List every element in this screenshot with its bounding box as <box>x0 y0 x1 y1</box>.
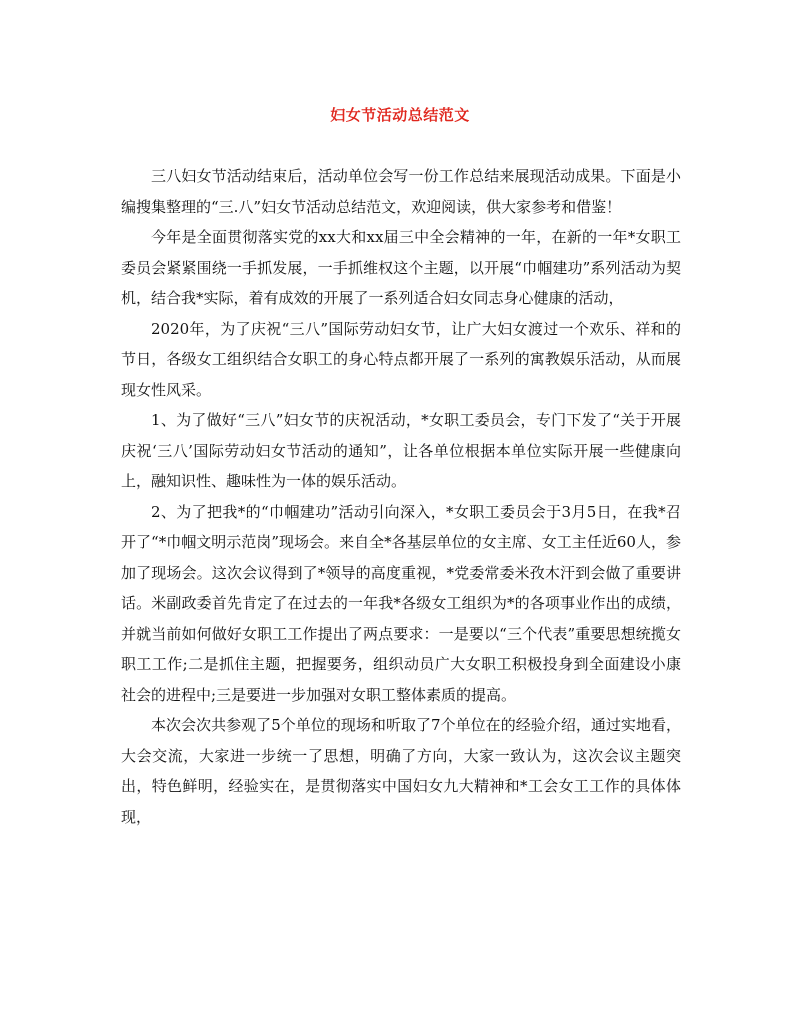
paragraph-item-2: 2、为了把我*的“巾帼建功”活动引向深入，*女职工委员会于3月5日，在我*召开了“*巾帼文明示范岗”现场会。来自全*各基层单位的女主席、女工主任近60人，参加了现场会。这次会议得到了*领导的高度重视，*党委常委米孜木汗到会做了重要讲话。米副政委首先肯定了在过去的一年我*各级女工组织为*的各项事业作出的成绩，并就当前如何做好女职工工作提出了两点要求：一是要以“三个代表”重要思想统揽女职工工作;二是抓住主题，把握要务，组织动员广大女职工积极投身到全面建设小康社会的进程中;三是要进一步加强对女职工整体素质的提高。 <box>121 502 681 704</box>
paragraph-item-1: 1、为了做好“三八”妇女节的庆祝活动，*女职工委员会，专门下发了“关于开展庆祝‘三八’国际劳动妇女节活动的通知”，让各单位根据本单位实际开展一些健康向上，融知识性、趣味性为一体的娱乐活动。 <box>121 411 681 490</box>
paragraph-conclusion: 本次会次共参观了5个单位的现场和听取了7个单位在的经验介绍，通过实地看，大会交流，大家进一步统一了思想，明确了方向，大家一致认为，这次会议主题突出，特色鲜明，经验实在，是贯彻落实中国妇女九大精神和*工会女工工作的具体体现， <box>121 716 681 826</box>
document-body <box>121 161 681 832</box>
paragraph-intro: 三八妇女节活动结束后，活动单位会写一份工作总结来展现活动成果。下面是小编搜集整理的“三.八”妇女节活动总结范文，欢迎阅读，供大家参考和借鉴！ <box>121 167 681 216</box>
paragraph-theme: 今年是全面贯彻落实党的xx大和xx届三中全会精神的一年，在新的一年*女职工委员会紧紧围绕一手抓发展，一手抓维权这个主题，以开展“巾帼建功”系列活动为契机，结合我*实际，着有成效的开展了一系列适合妇女同志身心健康的活动， <box>121 228 681 307</box>
paragraph-celebration: 2020年，为了庆祝“三八”国际劳动妇女节，让广大妇女渡过一个欢乐、祥和的节日，各级女工组织结合女职工的身心特点都开展了一系列的寓教娱乐活动，从而展现女性风采。 <box>121 319 681 399</box>
document-title: 妇女节活动总结范文 <box>330 106 470 124</box>
